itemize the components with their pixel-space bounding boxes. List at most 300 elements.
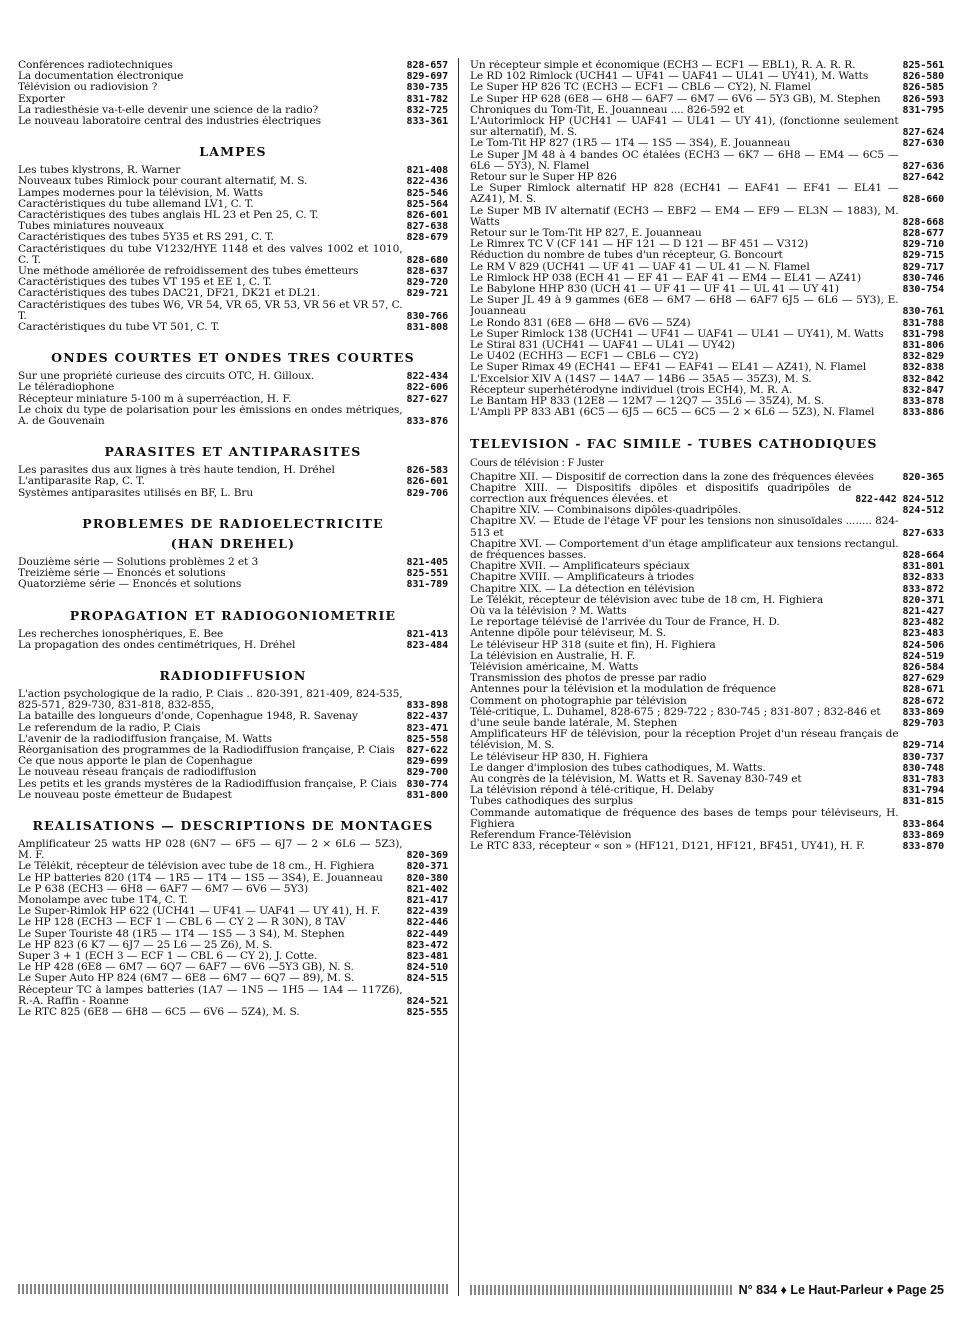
entry-title: Comment on photographie par télévision: [470, 695, 687, 707]
entry-page-ref: 833-872: [902, 583, 944, 595]
entry-title: Au congrès de la télévision, M. Watts et R. Savenay 830-749 et: [470, 773, 802, 785]
section-title: PROPAGATION ET RADIOGONIOMETRIE: [69, 607, 397, 623]
section-intro: [18, 60, 448, 127]
entry-page-ref: 820-371: [902, 594, 944, 606]
entry-page-ref: 832-842: [902, 373, 944, 385]
index-entry: [18, 82, 448, 93]
section-problemes-de-radioelectricite: [18, 517, 448, 591]
index-entry: [18, 873, 448, 884]
entry-page-ref: 833-878: [902, 396, 944, 408]
index-entry: [470, 752, 944, 763]
entry-page-ref: 833-870: [902, 841, 944, 853]
index-entry: [470, 407, 944, 418]
entry-title: L'action psychologique de la radio, P. Ciais .. 820-391, 821-409, 824-535, 825-571, 829-730, 831-818, 832-855,: [18, 688, 403, 712]
entry-title: Caractéristiques des tubes DAC21, DF21, DK21 et DL21.: [18, 288, 321, 300]
index-entry: [18, 1007, 448, 1018]
entry-page-ref: 833-869: [902, 830, 944, 841]
entry-title: Le Tom-Tit HP 827 (1R5 — 1T4 — 1S5 — 3S4), E. Jouanneau: [470, 138, 791, 150]
entry-title: L'Autorimlock HP (UCH41 — UAF41 — UL41 — UY 41), (fonctionne seulement sur alternatif), M. S.: [470, 116, 899, 139]
entry-page-ref: 824-506: [902, 639, 944, 651]
entry-title: Monolampe avec tube 1T4, C. T.: [18, 894, 188, 906]
entry-title: Le Super JL 49 à 9 gammes (6E8 — 6M7 — 6H8 — 6AF7 6J5 — 6L6 — 5Y3), E. Jouanneau: [470, 295, 899, 318]
entry-page-ref: 821-413: [406, 628, 448, 640]
index-entry: [470, 295, 944, 317]
index-entry: [470, 572, 944, 583]
section-gap: [18, 591, 448, 599]
section-title: REALISATIONS — DESCRIPTIONS DE MONTAGES: [32, 817, 434, 833]
entry-page-ref: 829-717: [902, 261, 944, 273]
entry-title: Le RM V 829 (UCH41 — UF 41 — UAF 41 — UL 41 — N. Flamel: [470, 261, 810, 273]
index-entry: [18, 917, 448, 928]
entry-title: La propagation des ondes centimétriques, H. Dréhel: [18, 639, 296, 651]
entry-page-ref: 828-637: [406, 266, 448, 278]
entry-title: Télévision américaine, M. Watts: [470, 661, 639, 673]
index-entry: [470, 284, 944, 295]
entry-title: Caractéristiques des tubes W6, VR 54, VR 65, VR 53, VR 56 et VR 57, C. T.: [18, 299, 403, 322]
entry-page-ref: 829-715: [902, 250, 944, 262]
entry-page-ref: 831-801: [902, 561, 944, 573]
index-entry: [470, 718, 944, 729]
index-entry: [18, 105, 448, 116]
entry-title: Chapitre XIV. — Combinaisons dipôles-quadripôles.: [470, 505, 742, 517]
entry-title: Le Super JM 48 à 4 bandes OC étalées (ECH3 — 6K7 — 6H8 — EM4 — 6C5 — 6L6 — 5Y3), N. Flamel: [470, 149, 899, 172]
index-entry: [18, 929, 448, 940]
index-entry: [470, 539, 944, 561]
entry-page-ref: 827-629: [902, 673, 944, 685]
entry-page-ref: 831-794: [902, 785, 944, 797]
index-entry: [18, 629, 448, 640]
entry-title: Le RD 102 Rimlock (UCH41 — UF41 — UAF41 — UL41 — UY41), M. Watts: [470, 71, 869, 83]
entry-page-ref: 831-806: [902, 340, 944, 352]
entry-page-ref: 822-442 824-512: [855, 493, 944, 505]
index-entry: [470, 696, 944, 707]
entry-title: Le Super Rimlock alternatif HP 828 (ECH41 — EAF41 — EF41 — EL41 — AZ41), M. S.: [470, 183, 899, 206]
index-entry: [18, 756, 448, 767]
index-entry: [18, 176, 448, 187]
entry-page-ref: 820-380: [406, 872, 448, 884]
entry-page-ref: 828-657: [406, 60, 448, 71]
index-entry: [18, 711, 448, 722]
entry-page-ref: 831-788: [902, 317, 944, 329]
entry-page-ref: 827-636: [902, 160, 944, 172]
index-entry: [18, 962, 448, 973]
section-title: LAMPES: [199, 144, 267, 160]
entry-title: Le Télékit, récepteur de télévision avec tube de 18 cm., H. Fighiera: [18, 861, 375, 873]
entry-title: Réorganisation des programmes de la Radiodiffusion française, P. Ciais: [18, 744, 395, 756]
footer-text: N° 834 ♦ Le Haut-Parleur ♦ Page 25: [738, 1283, 944, 1297]
index-entry: [470, 673, 944, 684]
entry-title: Les parasites dus aux lignes à très haute tendion, H. Dréhel: [18, 465, 335, 477]
index-entry: [470, 138, 944, 149]
index-entry: [470, 595, 944, 606]
index-entry: [470, 472, 944, 483]
index-entry: [18, 300, 448, 322]
index-entry: [18, 210, 448, 221]
entry-page-ref: 822-446: [406, 917, 448, 929]
entry-page-ref: 820-371: [406, 861, 448, 873]
entry-title: Le choix du type de polarisation pour les émissions en ondes métriques, A. de Gouvenain: [18, 404, 403, 428]
entry-title: Le HP batteries 820 (1T4 — 1R5 — 1T4 — 1S5 — 3S4), E. Jouanneau: [18, 872, 383, 884]
entry-title: Referendum France-Télévision: [470, 830, 632, 841]
entry-page-ref: 828-664: [902, 549, 944, 561]
entry-page-ref: 823-481: [406, 950, 448, 962]
index-entry: [470, 116, 944, 138]
entry-page-ref: 829-700: [406, 767, 448, 779]
entry-page-ref: 830-748: [902, 762, 944, 774]
entry-title: La radiesthésie va-t-elle devenir une science de la radio?: [18, 104, 319, 116]
entry-title: Récepteur miniature 5-100 m à superréaction, H. F.: [18, 393, 292, 405]
index-entry: [470, 651, 944, 662]
entry-page-ref: 827-630: [902, 138, 944, 150]
index-entry: [470, 774, 944, 785]
section-gap: [18, 651, 448, 659]
entry-title: Le Super Rimax 49 (ECH41 — EF41 — EAF41 — EL41 — AZ41), N. Flamel: [470, 362, 867, 374]
right-column: [470, 60, 944, 852]
index-entry: [18, 790, 448, 801]
entry-title: Caractéristiques du tube VT 501, C. T.: [18, 322, 220, 334]
entry-title: Caractéristiques des tubes 5Y35 et RS 291, C. T.: [18, 232, 274, 244]
index-entry: [470, 94, 944, 105]
index-entry: [18, 723, 448, 734]
entry-page-ref: 830-746: [902, 272, 944, 284]
entry-title: Le Super HP 628 (6E8 — 6H8 — 6AF7 — 6M7 — 6V6 — 5Y3 GB), M. Stephen: [470, 93, 881, 105]
entry-title: Chapitre XII. — Dispositif de correction dans la zone des fréquences élevées: [470, 471, 874, 483]
entry-page-ref: 831-798: [902, 328, 944, 340]
entry-title: Le Super Touriste 48 (1R5 — 1T4 — 1S5 — 3 S4), M. Stephen: [18, 928, 345, 940]
section-realisations-descriptions-de-montages: [18, 819, 448, 1018]
section-title: RADIODIFFUSION: [159, 667, 307, 683]
index-entry: [470, 808, 944, 830]
entry-page-ref: 822-436: [406, 176, 448, 188]
section-subtitle: (HAN DREHEL): [170, 535, 296, 551]
index-entry: [18, 940, 448, 951]
section-intro: [470, 60, 944, 419]
entry-title: Le Rimrex TC V (CF 141 — HF 121 — D 121 — BF 451 — V312): [470, 239, 809, 251]
entry-title: Le HP 128 (ECH3 — ECF 1 — CBL 6 — CY 2 — R 30N), 8 TAV: [18, 917, 346, 929]
entry-title: Ce que nous apporte le plan de Copenhague: [18, 756, 253, 768]
entry-page-ref: 831-795: [902, 104, 944, 116]
index-entry: [470, 763, 944, 774]
section-ondes-courtes-et-ondes-tres-courtes: [18, 351, 448, 427]
entry-title: Exporter: [18, 93, 65, 105]
entry-page-ref: 831-789: [406, 579, 448, 591]
entry-title: Chapitre XVI. — Comportement d'un étage amplificateur aux tensions rectangul. de fréquences basses.: [470, 538, 899, 561]
entry-page-ref: 831-815: [902, 796, 944, 808]
entry-page-ref: 822-606: [406, 382, 448, 394]
section-parasites-et-antiparasites: [18, 445, 448, 499]
index-entry: [18, 734, 448, 745]
entry-page-ref: 827-642: [902, 172, 944, 184]
entry-title: La bataille des longueurs d'onde, Copenhague 1948, R. Savenay: [18, 711, 358, 723]
entry-title: Le Super HP 826 TC (ECH3 — ECF1 — CBL6 — CY2), N. Flamel: [470, 82, 811, 94]
entry-title: Les recherches ionosphériques, E. Bee: [18, 628, 224, 640]
entry-page-ref: 822-437: [406, 711, 448, 723]
section-lampes: [18, 145, 448, 333]
entry-title: Récepteur superhétérodyne individuel (trois ECH4), M. R. A.: [470, 384, 793, 396]
entry-title: Caractéristiques du tube V1232/HYE 1148 et des valves 1002 et 1010, C. T.: [18, 243, 403, 266]
index-entry: [470, 561, 944, 572]
entry-title: Le P 638 (ECH3 — 6H8 — 6AF7 — 6M7 — 6V6 — 5Y3): [18, 883, 309, 895]
entry-title: La documentation électronique: [18, 71, 184, 83]
entry-page-ref: 832-847: [902, 384, 944, 396]
entry-title: Le téléviseur HP 318 (suite et fin), H. Fighiera: [470, 639, 716, 651]
index-entry: [18, 985, 448, 1007]
entry-title: Chapitre XVIII. — Amplificateurs à triodes: [470, 572, 694, 584]
index-entry: [18, 116, 448, 127]
index-entry: [18, 394, 448, 405]
entry-page-ref: 825-561: [902, 60, 944, 71]
entry-page-ref: 829-714: [902, 740, 944, 752]
entry-page-ref: 821-417: [406, 894, 448, 906]
entry-page-ref: 828-668: [902, 216, 944, 228]
section-radiodiffusion: [18, 669, 448, 801]
entry-title: Le Rondo 831 (6E8 — 6H8 — 6V6 — 5Z4): [470, 317, 691, 329]
index-entry: [470, 82, 944, 93]
section-title: ONDES COURTES ET ONDES TRES COURTES: [51, 350, 415, 366]
index-entry: [18, 488, 448, 499]
entry-title: Caractéristiques du tube allemand LV1, C. T.: [18, 198, 254, 210]
entry-page-ref: 827-622: [406, 744, 448, 756]
index-entry: [470, 830, 944, 841]
entry-title: Nouveaux tubes Rimlock pour courant alternatif, M. S.: [18, 176, 308, 188]
entry-title: Le Rimlock HP 038 (ECH 41 — EF 41 — EAF 41 — EM4 — EL41 — AZ41): [470, 272, 861, 284]
index-entry: [18, 767, 448, 778]
column-divider: [458, 58, 459, 1296]
entry-page-ref: 826-580: [902, 71, 944, 83]
entry-page-ref: 823-471: [406, 722, 448, 734]
entry-page-ref: 830-735: [406, 82, 448, 94]
entry-title: L'antiparasite Rap, C. T.: [18, 476, 145, 488]
entry-page-ref: 828-680: [406, 254, 448, 266]
index-entry: [470, 729, 944, 751]
index-entry: [18, 188, 448, 199]
index-entry: [18, 476, 448, 487]
index-entry: [18, 60, 448, 71]
section-gap: [18, 333, 448, 341]
index-entry: [470, 183, 944, 205]
index-entry: [470, 60, 944, 71]
entry-page-ref: 833-898: [406, 700, 448, 712]
entry-page-ref: 822-449: [406, 928, 448, 940]
index-entry: [18, 322, 448, 333]
entry-page-ref: 825-564: [406, 198, 448, 210]
entry-page-ref: 823-472: [406, 939, 448, 951]
entry-title: L'Excelsior XIV A (14S7 — 14A7 — 14B6 — 35A5 — 35Z3), M. S.: [470, 373, 812, 385]
entry-title: Le RTC 825 (6E8 — 6H8 — 6C5 — 6V6 — 5Z4), M. S.: [18, 1006, 300, 1018]
section-gap: [18, 801, 448, 809]
entry-title: Antenne dipôle pour téléviseur, M. S.: [470, 628, 666, 640]
entry-title: Chapitre XV. — Etude de l'étage VF pour les tensions non sinusoïdales ........ 824-513 et: [470, 516, 899, 539]
entry-title: Tubes miniatures nouveaux: [18, 221, 164, 233]
entry-page-ref: 831-808: [406, 322, 448, 334]
index-entry: [18, 405, 448, 427]
index-entry: [18, 221, 448, 232]
index-entry: [18, 839, 448, 861]
entry-page-ref: 828-677: [902, 228, 944, 240]
section-title: PARASITES ET ANTIPARASITES: [104, 444, 362, 460]
index-entry: [470, 505, 944, 516]
entry-page-ref: 832-725: [406, 104, 448, 116]
entry-title: d'une seule bande latérale, M. Stephen: [470, 717, 678, 729]
index-entry: [470, 362, 944, 373]
index-entry: [470, 516, 944, 538]
index-entry: [18, 973, 448, 984]
entry-title: Antennes pour la télévision et la modulation de fréquence: [470, 684, 776, 696]
entry-page-ref: 833-876: [406, 416, 448, 428]
entry-page-ref: 824-512: [902, 505, 944, 517]
entry-title: Le nouveau poste émetteur de Budapest: [18, 789, 232, 801]
index-entry: [470, 707, 944, 718]
entry-page-ref: 826-583: [406, 465, 448, 477]
entry-title: Sur une propriété curieuse des circuits OTC, H. Gilloux.: [18, 371, 314, 383]
entry-page-ref: 825-546: [406, 187, 448, 199]
entry-page-ref: 832-833: [902, 572, 944, 584]
entry-title: Le HP 428 (6E8 — 6M7 — 6Q7 — 6AF7 — 6V6 —5Y3 GB), N. S.: [18, 962, 354, 974]
entry-page-ref: 828-671: [902, 684, 944, 696]
entry-title: Transmission des photos de presse par radio: [470, 673, 707, 685]
entry-page-ref: 832-838: [902, 362, 944, 374]
entry-page-ref: 829-720: [406, 277, 448, 289]
entry-title: Treizième série — Enoncés et solutions: [18, 568, 226, 580]
entry-page-ref: 827-633: [902, 527, 944, 539]
footer-wave-rule-left: [18, 1284, 450, 1294]
entry-page-ref: 826-584: [902, 661, 944, 673]
index-entry: [470, 262, 944, 273]
entry-title: Systèmes antiparasites utilisés en BF, L. Bru: [18, 487, 254, 499]
entry-page-ref: 825-551: [406, 568, 448, 580]
entry-title: Le téléradiophone: [18, 382, 115, 394]
index-entry: [18, 745, 448, 756]
entry-page-ref: 833-886: [902, 407, 944, 419]
entry-page-ref: 829-697: [406, 71, 448, 83]
index-entry: [18, 288, 448, 299]
section-gap: [18, 127, 448, 135]
entry-page-ref: 829-710: [902, 239, 944, 251]
index-entry: [18, 232, 448, 243]
index-entry: [470, 640, 944, 651]
entry-page-ref: 821-402: [406, 883, 448, 895]
entry-page-ref: 823-484: [406, 639, 448, 651]
index-entry: [18, 277, 448, 288]
entry-title: Douzième série — Solutions problèmes 2 et 3: [18, 556, 259, 568]
index-entry: [470, 396, 944, 407]
entry-title: Le Super Rimlock 138 (UCH41 — UF41 — UAF41 — UL41 — UY41), M. Watts: [470, 328, 884, 340]
entry-page-ref: 832-829: [902, 351, 944, 363]
entry-page-ref: 827-627: [406, 393, 448, 405]
entry-page-ref: 824-510: [406, 962, 448, 974]
entry-page-ref: 831-800: [406, 789, 448, 801]
entry-page-ref: 833-864: [902, 818, 944, 830]
entry-title: Le RTC 833, récepteur « son » (HF121, D121, HF121, BF451, UY41), H. F.: [470, 841, 865, 853]
index-entry: [18, 465, 448, 476]
index-entry: [470, 785, 944, 796]
index-entry: [18, 779, 448, 790]
index-entry: [470, 584, 944, 595]
entry-title: Les tubes klystrons, R. Warner: [18, 165, 181, 177]
entry-page-ref: 826-601: [406, 210, 448, 222]
entry-title: Récepteur TC à lampes batteries (1A7 — 1N5 — 1H5 — 1A4 — 117Z6), R.-A. Raffin - Roanne: [18, 984, 403, 1007]
entry-page-ref: 833-361: [406, 116, 448, 128]
entry-page-ref: 828-660: [902, 194, 944, 206]
entry-page-ref: 826-585: [902, 82, 944, 94]
entry-title: Commande automatique de fréquence des bases de temps pour téléviseurs, H. Fighiera: [470, 807, 899, 830]
entry-title: Télé-critique, L. Duhamel, 828-675 ; 829-722 ; 830-745 ; 831-807 ; 832-846 et: [470, 706, 881, 718]
entry-title: Lampes modernes pour la télévision, M. Watts: [18, 187, 263, 199]
entry-title: L'Ampli PP 833 AB1 (6C5 — 6J5 — 6C5 — 6C5 — 2 × 6L6 — 5Z3), N. Flamel: [470, 407, 875, 419]
index-entry: [470, 385, 944, 396]
index-entry: [470, 374, 944, 385]
entry-page-ref: 829-699: [406, 756, 448, 768]
index-entry: [470, 796, 944, 807]
index-entry: [470, 684, 944, 695]
entry-title: Le nouveau laboratoire central des industries électriques: [18, 116, 321, 128]
entry-page-ref: 830-737: [902, 751, 944, 763]
index-entry: [470, 628, 944, 639]
entry-page-ref: 820-369: [406, 850, 448, 862]
entry-title: Le nouveau réseau français de radiodiffusion: [18, 767, 257, 779]
entry-title: Le Super Auto HP 824 (6M7 — 6E8 — 6M7 — 6Q7 — 89), M. S.: [18, 973, 355, 985]
index-entry: [470, 273, 944, 284]
index-entry: [470, 150, 944, 172]
index-entry: [470, 318, 944, 329]
entry-title: Le Super-Rimlok HP 622 (UCH41 — UF41 — UAF41 — UY 41), H. F.: [18, 906, 381, 918]
index-entry: [18, 884, 448, 895]
index-entry: [470, 206, 944, 228]
section-television-fac-simile-tubes-cathodiques: [470, 437, 944, 853]
entry-page-ref: 823-483: [902, 628, 944, 640]
entry-title: Le U402 (ECHH3 — ECF1 — CBL6 — CY2): [470, 351, 699, 363]
entry-page-ref: 830-761: [902, 306, 944, 318]
index-entry: [470, 841, 944, 852]
entry-page-ref: 824-521: [406, 995, 448, 1007]
entry-title: Caractéristiques des tubes VT 195 et EE 1, C. T.: [18, 277, 272, 289]
footer-wave-rule: [470, 1285, 733, 1295]
index-entry: [18, 557, 448, 568]
entry-title: Le danger d'implosion des tubes cathodiques, M. Watts.: [470, 762, 766, 774]
entry-title: Chroniques du Tom-Tit, E. Jouanneau .... 826-592 et: [470, 104, 744, 116]
entry-page-ref: 828-679: [406, 232, 448, 244]
entry-page-ref: 829-721: [406, 288, 448, 300]
entry-title: Conférences radiotechniques: [18, 60, 173, 71]
entry-title: Amplificateur 25 watts HP 028 (6N7 — 6F5 — 6J7 — 2 × 6L6 — 5Z3), M. F.: [18, 838, 403, 862]
entry-page-ref: 827-638: [406, 221, 448, 233]
index-entry: [470, 617, 944, 628]
entry-title: Télévision ou radiovision ?: [18, 82, 158, 94]
section-title: PROBLEMES DE RADIOELECTRICITE: [82, 515, 384, 531]
entry-title: Le Stiral 831 (UCH41 — UAF41 — UL41 — UY42): [470, 340, 735, 352]
entry-page-ref: 824-519: [902, 650, 944, 662]
entry-page-ref: 829-703: [902, 717, 944, 729]
entry-page-ref: 821-427: [902, 605, 944, 617]
section-subheading: Cours de télévision : F Juster: [470, 456, 604, 469]
page-footer: [470, 1280, 944, 1300]
entry-page-ref: 831-783: [902, 773, 944, 785]
entry-title: Les petits et les grands mystères de la Radiodiffusion française, P. Ciais: [18, 778, 397, 790]
index-entry: [470, 329, 944, 340]
entry-page-ref: 828-672: [902, 695, 944, 707]
entry-title: Le Bantam HP 833 (12E8 — 12M7 — 12Q7 — 35L6 — 35Z4), M. S.: [470, 396, 825, 408]
index-entry: [470, 228, 944, 239]
entry-page-ref: 826-601: [406, 476, 448, 488]
index-entry: [18, 244, 448, 266]
entry-page-ref: 829-706: [406, 487, 448, 499]
entry-page-ref: 825-555: [406, 1006, 448, 1018]
index-entry: [18, 640, 448, 651]
entry-page-ref: 820-365: [902, 471, 944, 483]
index-entry: [18, 266, 448, 277]
index-entry: [18, 579, 448, 590]
index-entry: [18, 371, 448, 382]
